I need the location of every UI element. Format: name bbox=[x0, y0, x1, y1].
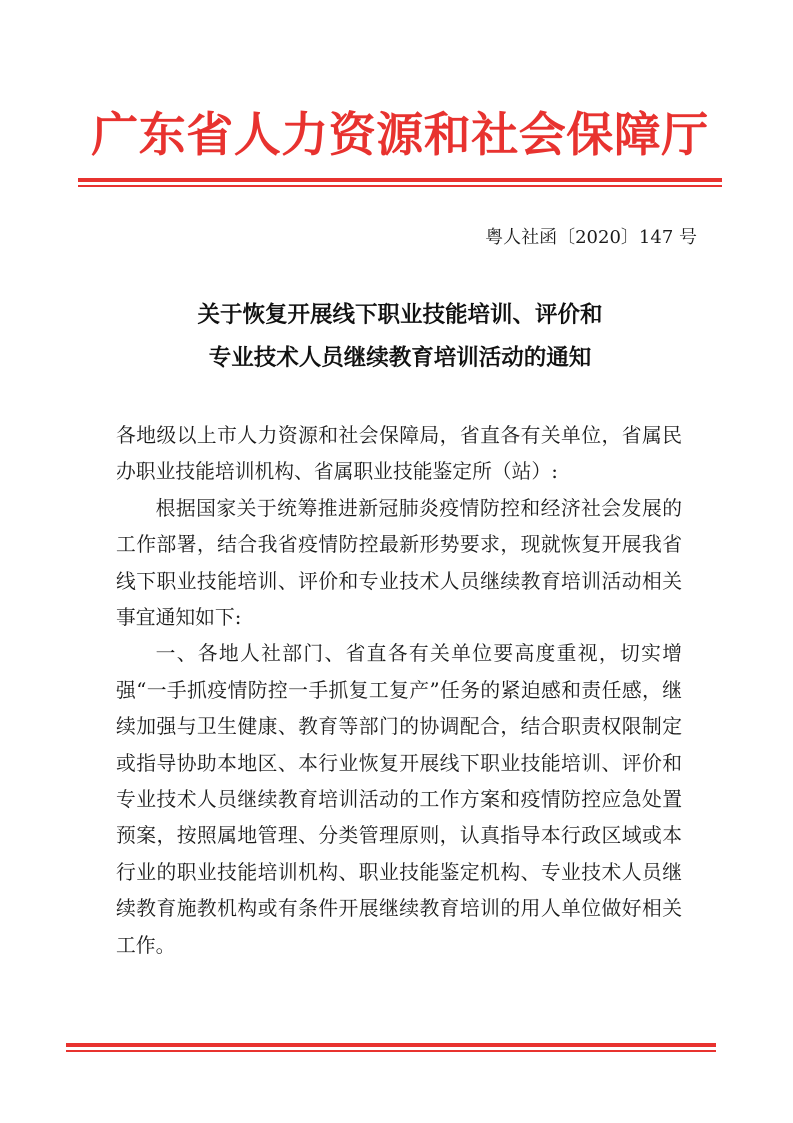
header-rule-thin bbox=[78, 185, 722, 187]
document-title-line-1: 关于恢复开展线下职业技能培训、评价和 bbox=[197, 302, 603, 328]
addressee: 各地级以上市人力资源和社会保障局，省直各有关单位，省属民办职业技能培训机构、省属职业技能鉴定所（站）: bbox=[116, 424, 682, 484]
footer-rule-thick bbox=[66, 1043, 716, 1047]
document-body bbox=[116, 418, 682, 964]
document-number: 粤人社函〔2020〕147 号 bbox=[485, 227, 697, 248]
body-paragraph-item-1: 一、各地人社部门、省直各有关单位要高度重视，切实增强“一手抓疫情防控一手抓复工复产”任务的紧迫感和责任感，继续加强与卫生健康、教育等部门的协调配合，结合职责权限制定或指导协助本地区、本行业恢复开展线下职业技能培训、评价和专业技术人员继续教育培训活动的工作方案和疫情防控应急处置预案，按照属地管理、分类管理原则，认真指导本行政区域或本行业的职业技能培训机构、职业技能鉴定机构、专业技术人员继续教育施教机构或有条件开展继续教育培训的用人单位做好相关工作。 bbox=[116, 642, 682, 957]
issuing-authority-header: 广东省人力资源和社会保障厅 bbox=[91, 108, 709, 163]
footer-rule-thin bbox=[66, 1050, 716, 1052]
body-paragraph-intro: 根据国家关于统筹推进新冠肺炎疫情防控和经济社会发展的工作部署，结合我省疫情防控最新形势要求，现就恢复开展我省线下职业技能培训、评价和专业技术人员继续教育培训活动相关事宜通知如下: bbox=[116, 496, 682, 630]
document-title-line-2: 专业技术人员继续教育培训活动的通知 bbox=[208, 345, 592, 371]
header-rule-thick bbox=[78, 178, 722, 182]
